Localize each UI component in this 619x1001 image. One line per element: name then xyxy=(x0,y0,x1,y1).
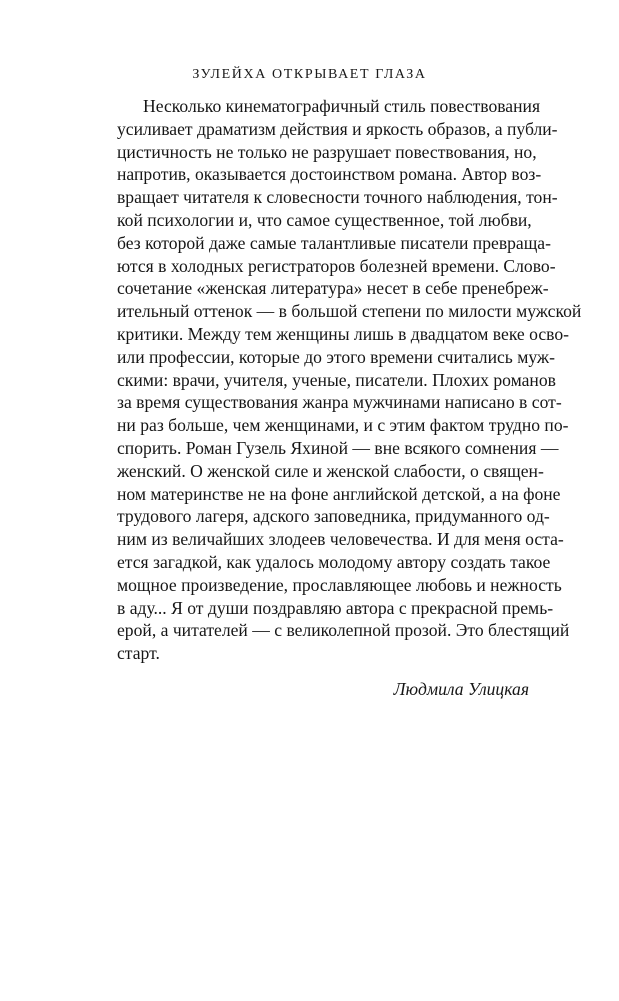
paragraph-line: ительный оттенок — в большой степени по милости мужской xyxy=(117,301,582,322)
running-head: ЗУЛЕЙХА ОТКРЫВАЕТ ГЛАЗА xyxy=(192,67,427,82)
paragraph-line: ется загадкой, как удалось молодому автору создать такое xyxy=(117,551,551,572)
signature-author: Людмила Улицкая xyxy=(393,679,529,699)
paragraph-line: спорить. Роман Гузель Яхиной — вне всякого сомнения — xyxy=(117,437,559,458)
paragraph-line: вращает читателя к словесности точного наблюдения, тон- xyxy=(117,187,558,208)
paragraph-line: ном материнстве не на фоне английской детской, а на фоне xyxy=(117,483,561,504)
paragraph-line: старт. xyxy=(117,643,160,664)
paragraph-line: скими: врачи, учителя, ученые, писатели. Плохих романов xyxy=(117,369,556,390)
paragraph-line: ются в холодных регистраторов болезней времени. Слово- xyxy=(117,255,556,276)
paragraph-line: или профессии, которые до этого времени считались муж- xyxy=(117,346,555,367)
paragraph-line: ним из величайших злодеев человечества. И для меня оста- xyxy=(117,529,564,550)
paragraph-line: Несколько кинематографичный стиль повествования xyxy=(143,96,541,116)
review-paragraph xyxy=(117,95,582,665)
paragraph-line: сочетание «женская литература» несет в себе пренебреж- xyxy=(117,278,549,299)
paragraph-line: без которой даже самые талантливые писатели превраща- xyxy=(117,232,551,253)
paragraph-line: напротив, оказывается достоинством романа. Автор воз- xyxy=(117,164,542,185)
paragraph-line: женский. О женской силе и женской слабости, о священ- xyxy=(117,460,544,481)
paragraph-line: за время существования жанра мужчинами написано в сот- xyxy=(117,392,562,413)
paragraph-line: усиливает драматизм действия и яркость образов, а публи- xyxy=(117,118,558,139)
paragraph-line: ерой, а читателей — с великолепной прозой. Это блестящий xyxy=(117,620,570,641)
paragraph-line: критики. Между тем женщины лишь в двадцатом веке осво- xyxy=(117,323,570,344)
paragraph-line: ни раз больше, чем женщинами, и с этим фактом трудно по- xyxy=(117,415,569,436)
paragraph-line: кой психологии и, что самое существенное, той любви, xyxy=(117,209,532,230)
paragraph-line: цистичность не только не разрушает повествования, но, xyxy=(117,141,537,162)
paragraph-line: трудового лагеря, адского заповедника, придуманного од- xyxy=(117,506,550,527)
paragraph-line: в аду... Я от души поздравляю автора с прекрасной премь- xyxy=(117,597,554,618)
paragraph-line: мощное произведение, прославляющее любовь и нежность xyxy=(117,574,562,595)
